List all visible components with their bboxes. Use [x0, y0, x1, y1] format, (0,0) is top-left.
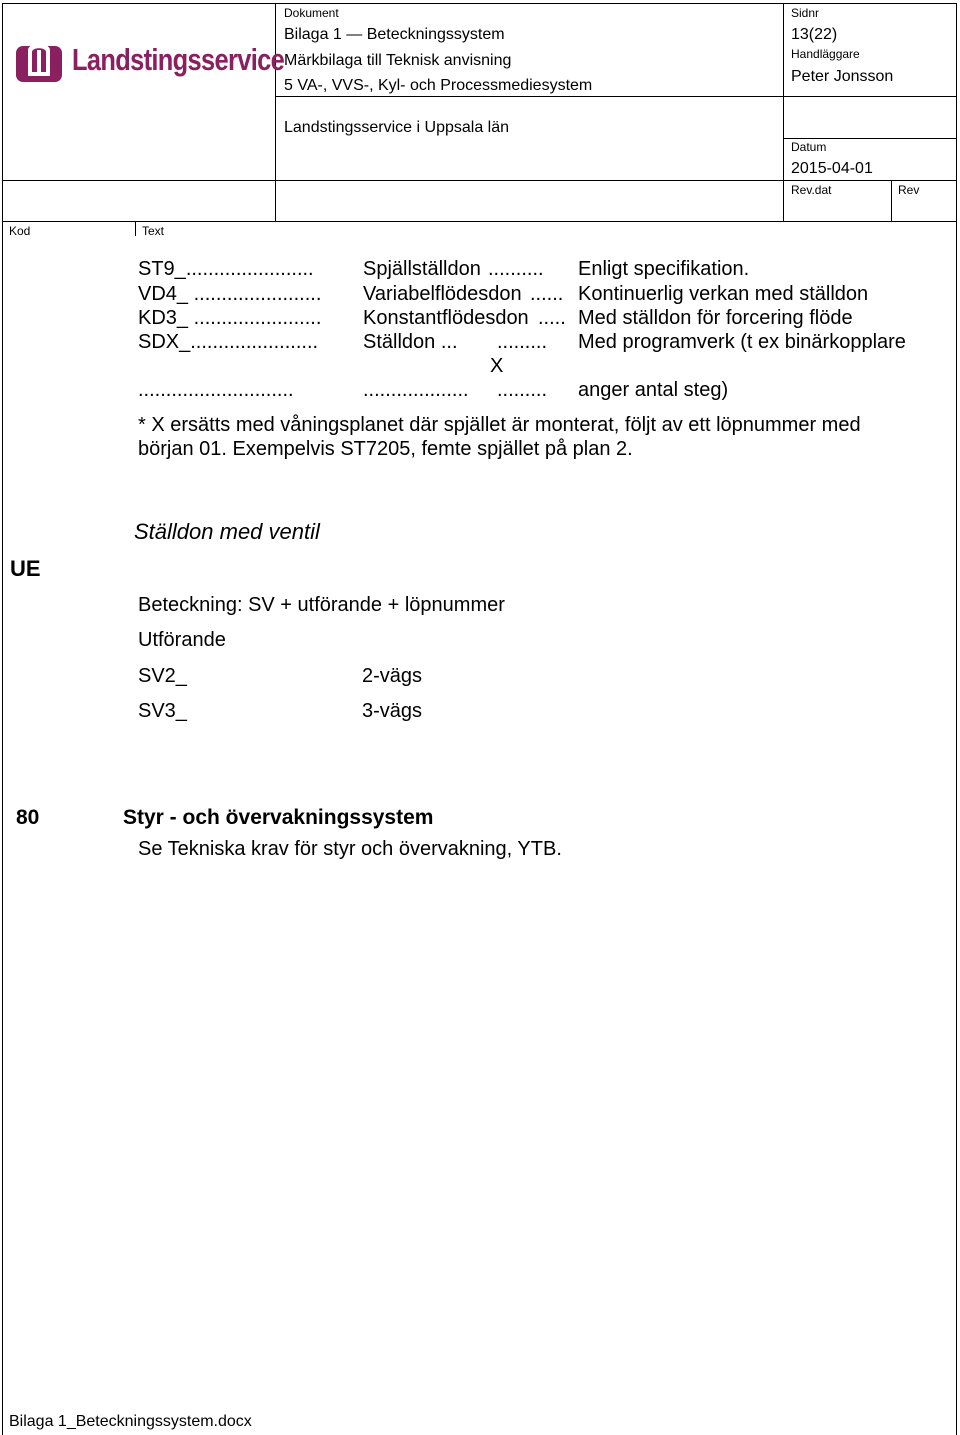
- header-line-2: [2, 180, 957, 181]
- code-name: Spjällställdon: [363, 258, 481, 280]
- dokument-label: Dokument: [284, 6, 339, 20]
- ue-beteckning: Beteckning: SV + utförande + löpnummer: [138, 594, 505, 616]
- section-80-text: Se Tekniska krav för styr och övervakning, YTB.: [138, 838, 562, 860]
- ue-heading: Ställdon med ventil: [134, 519, 320, 544]
- header-line-1: [275, 96, 957, 97]
- sidnr-label: Sidnr: [791, 6, 820, 20]
- x-marker: X: [490, 355, 504, 377]
- code-name: Konstantflödesdon: [363, 307, 529, 329]
- code-label: SDX_.......................: [138, 331, 319, 353]
- ue-row-code: SV2_: [138, 665, 187, 687]
- text-column-label: Text: [142, 224, 165, 238]
- frame-right: [956, 3, 957, 1435]
- code-label: VD4_ .......................: [138, 283, 322, 305]
- title-line-2: Märkbilaga till Teknisk anvisning: [284, 52, 512, 69]
- frame-top: [2, 3, 957, 4]
- code-name: Variabelflödesdon: [363, 283, 522, 305]
- leader-3: .........: [497, 379, 548, 401]
- ue-row-desc: 3-vägs: [362, 700, 423, 722]
- title-line-1: Bilaga 1 — Beteckningssystem: [284, 26, 505, 43]
- code-description: Kontinuerlig verkan med ställdon: [578, 283, 869, 305]
- header-divider-right: [783, 3, 784, 221]
- datum-label: Datum: [791, 140, 827, 154]
- code-leader: ..........: [488, 258, 544, 280]
- column-divider: [135, 222, 136, 236]
- code-leader: .....: [538, 307, 566, 329]
- code-label: ST9_.......................: [138, 258, 314, 280]
- code-name: Ställdon ...: [363, 331, 458, 353]
- datum: 2015-04-01: [791, 160, 873, 177]
- ue-kod: UE: [10, 556, 41, 581]
- frame-left: [2, 3, 3, 1435]
- handlaggare-label: Handläggare: [791, 47, 860, 61]
- ue-utforande: Utförande: [138, 629, 226, 651]
- section-80-kod: 80: [16, 806, 40, 829]
- continuation-text: anger antal steg): [578, 379, 729, 401]
- logo-text: Landstingsservice: [72, 42, 285, 77]
- code-label: KD3_ .......................: [138, 307, 322, 329]
- header-divider-rev: [891, 180, 892, 221]
- ue-row-code: SV3_: [138, 700, 187, 722]
- code-description: Med programverk (t ex binärkopplare: [578, 331, 906, 353]
- organization: Landstingsservice i Uppsala län: [284, 119, 510, 136]
- leader-2: ...................: [363, 379, 469, 401]
- rev-label: Rev: [898, 183, 920, 197]
- section-80-heading: Styr - och övervakningssystem: [123, 806, 434, 829]
- footer-filename: Bilaga 1_Beteckningssystem.docx: [9, 1413, 252, 1430]
- sidnr: 13(22): [791, 26, 838, 43]
- code-description: Med ställdon för forcering flöde: [578, 307, 853, 329]
- header-line-bottom: [2, 221, 957, 222]
- note-line-1: * X ersätts med våningsplanet där spjället är monterat, följt av ett löpnummer med: [138, 414, 861, 436]
- handlaggare: Peter Jonsson: [791, 68, 894, 85]
- logo-mark-icon: [14, 36, 64, 86]
- note-line-2: början 01. Exempelvis ST7205, femte spjället på plan 2.: [138, 438, 633, 460]
- code-leader: ......: [530, 283, 564, 305]
- header-line-datum: [783, 138, 957, 139]
- code-description: Enligt specifikation.: [578, 258, 750, 280]
- ue-row-desc: 2-vägs: [362, 665, 423, 687]
- leader-1: ............................: [138, 379, 294, 401]
- revdat-label: Rev.dat: [791, 183, 832, 197]
- title-line-3: 5 VA-, VVS-, Kyl- och Processmediesystem: [284, 77, 593, 94]
- kod-column-label: Kod: [9, 224, 31, 238]
- code-leader: .........: [497, 331, 548, 353]
- header-divider-logo: [275, 3, 276, 221]
